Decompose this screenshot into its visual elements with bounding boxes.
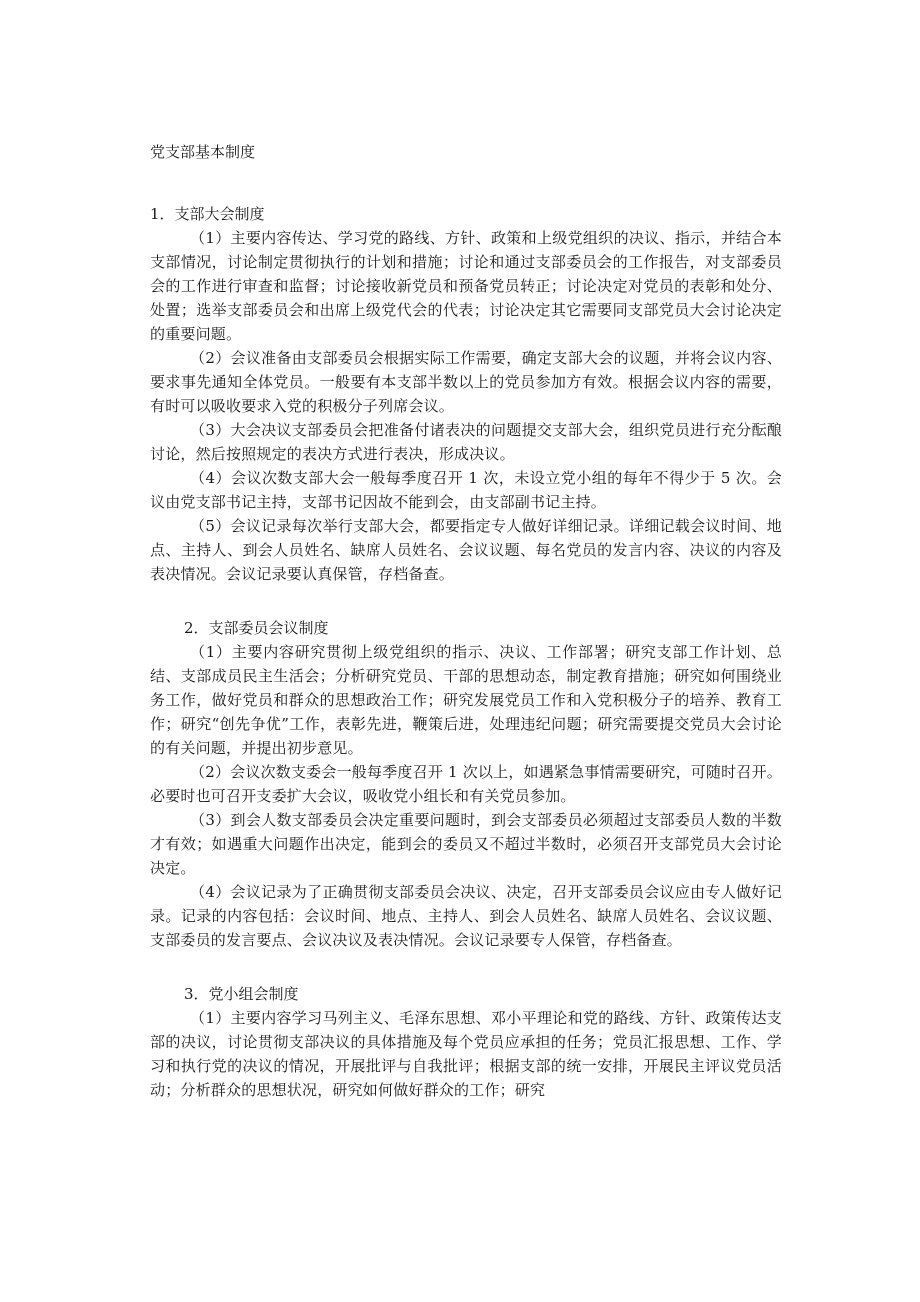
paragraph: （1）主要内容学习马列主义、毛泽东思想、邓小平理论和党的路线、方针、政策传达支部的决议，讨论贯彻支部决议的具体措施及每个党员应承担的任务；党员汇报思想、工作、学习和执行党的决议的情况，开展批评与自我批评；根据支部的统一安排，开展民主评议党员活动；分析群众的思想状况，研究如何做好群众的工作；研究: [150, 1009, 782, 1099]
paragraph: （4）会议次数支部大会一般每季度召开 1 次，未设立党小组的每年不得少于 5 次。会议由党支部书记主持，支部书记因故不能到会，由支部副书记主持。: [150, 469, 782, 511]
section-branch-committee-meeting: [150, 616, 782, 952]
paragraph: （2）会议次数支委会一般每季度召开 1 次以上，如遇紧急事情需要研究，可随时召开。必要时也可召开支委扩大会议，吸收党小组长和有关党员参加。: [150, 763, 782, 805]
document-page: [150, 140, 782, 1132]
document-title: 党支部基本制度: [150, 143, 256, 161]
paragraph: （1）主要内容研究贯彻上级党组织的指示、决议、工作部署；研究支部工作计划、总结、支部成员民主生活会；分析研究党员、干部的思想动态，制定教育措施；研究如何围绕业务工作，做好党员和群众的思想政治工作；研究发展党员工作和入党积极分子的培养、教育工作；研究“创先争优”工作，表彰先进，鞭策后进，处理违纪问题；研究需要提交党员大会讨论的有关问题，并提出初步意见。: [150, 643, 782, 757]
paragraph: （3）到会人数支部委员会决定重要问题时，到会支部委员必须超过支部委员人数的半数才有效；如遇重大问题作出决定，能到会的委员又不超过半数时，必须召开支部党员大会讨论决定。: [150, 811, 782, 877]
section-heading: 1．支部大会制度: [150, 205, 265, 223]
section-branch-general-meeting: [150, 202, 782, 586]
paragraph: （4）会议记录为了正确贯彻支部委员会决议、决定，召开支部委员会议应由专人做好记录。记录的内容包括：会议时间、地点、主持人、到会人员姓名、缺席人员姓名、会议议题、支部委员的发言要点、会议决议及表决情况。会议记录要专人保管，存档备查。: [150, 883, 782, 949]
paragraph: （3）大会决议支部委员会把准备付诸表决的问题提交支部大会，组织党员进行充分酝酿讨论，然后按照规定的表决方式进行表决，形成决议。: [150, 421, 782, 463]
section-heading: 2．支部委员会议制度: [184, 619, 329, 637]
paragraph: （5）会议记录每次举行支部大会，都要指定专人做好详细记录。详细记载会议时间、地点、主持人、到会人员姓名、缺席人员姓名、会议议题、每名党员的发言内容、决议的内容及表决情况。会议记录要认真保管，存档备查。: [150, 517, 782, 583]
paragraph: （2）会议准备由支部委员会根据实际工作需要，确定支部大会的议题，并将会议内容、要求事先通知全体党员。一般要有本支部半数以上的党员参加方有效。根据会议内容的需要，有时可以吸收要求入党的积极分子列席会议。: [150, 349, 782, 415]
section-party-group-meeting: [150, 982, 782, 1102]
paragraph: （1）主要内容传达、学习党的路线、方针、政策和上级党组织的决议、指示，并结合本支部情况，讨论制定贯彻执行的计划和措施；讨论和通过支部委员会的工作报告，对支部委员会的工作进行审查和监督；讨论接收新党员和预备党员转正；讨论决定对党员的表彰和处分、处置；选举支部委员会和出席上级党代会的代表；讨论决定其它需要同支部党员大会讨论决定的重要问题。: [150, 229, 782, 343]
section-heading: 3．党小组会制度: [184, 985, 299, 1003]
